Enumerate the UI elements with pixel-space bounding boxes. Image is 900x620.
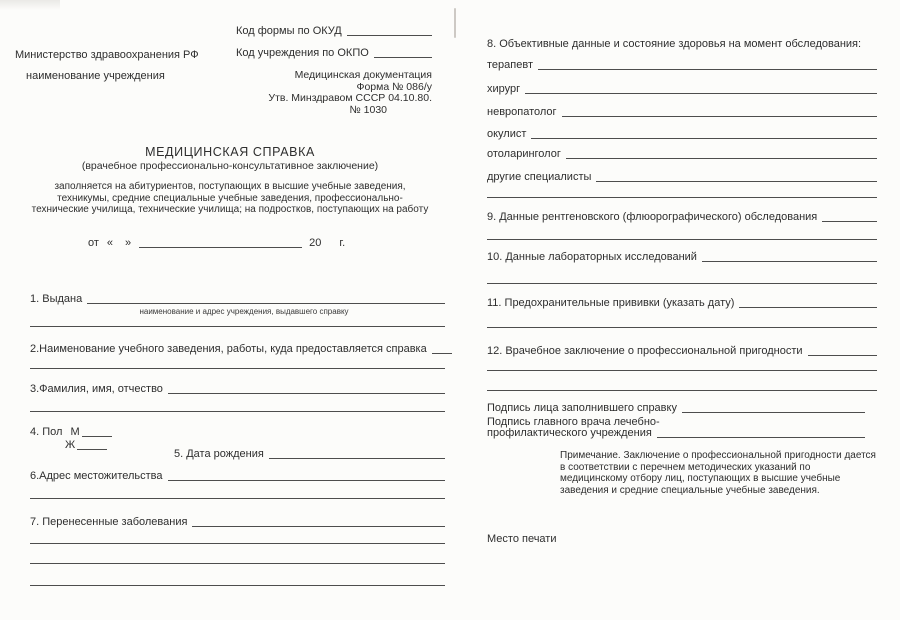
- form-page-right: [486, 30, 877, 615]
- blank-line: [30, 543, 445, 544]
- okpo-field: [236, 44, 432, 59]
- field-lab-data: [487, 248, 877, 263]
- signature-chief-label-line1: Подпись главного врача лечебно-: [487, 416, 660, 428]
- date-from-label: от: [88, 237, 99, 249]
- signature-chief-label-line2: профилактического учреждения: [487, 427, 652, 439]
- field-past-diseases-line: [192, 526, 445, 527]
- signature-chief: [487, 424, 865, 439]
- specialist-label: отоларинголог: [487, 148, 561, 160]
- doc-designation: [230, 70, 432, 116]
- field-medical-conclusion: [487, 342, 877, 357]
- field-xray-data-label: 9. Данные рентгеновского (флюорографического) обследования: [487, 211, 818, 223]
- blank-line: [30, 585, 445, 586]
- date-close-quote: »: [125, 237, 132, 249]
- date-century: 20: [309, 237, 322, 249]
- field-xray-data-line: [822, 221, 877, 222]
- blank-line: [487, 197, 877, 198]
- field-destination-line: [432, 353, 452, 354]
- field-objective-data-label: 8. Объективные данные и состояние здоровья на момент обследования:: [487, 38, 862, 50]
- field-address-label: 6.Адрес местожительства: [30, 470, 163, 482]
- field-birth-date-label: 5. Дата рождения: [174, 448, 264, 460]
- stamp-place-label: Место печати: [487, 533, 557, 545]
- field-destination-label: 2.Наименование учебного заведения, работы, куда предоставляется справка: [30, 343, 427, 355]
- form-title: МЕДИЦИНСКАЯ СПРАВКА: [145, 145, 315, 159]
- doc-designation-line: Медицинская документация: [294, 69, 432, 81]
- specialist-row-others: [487, 168, 877, 183]
- field-sex-female: [65, 436, 125, 451]
- specialist-row-neurologist: [487, 103, 877, 118]
- field-vaccinations: [487, 294, 877, 309]
- form-subtitle: (врачебное профессионально-консультативное заключение): [81, 160, 379, 172]
- field-full-name: [30, 380, 445, 395]
- specialist-blank-line: [566, 158, 877, 159]
- date-open-quote: «: [106, 237, 114, 249]
- field-vaccinations-label: 11. Предохранительные прививки (указать дату): [487, 297, 735, 309]
- field-xray-data: [487, 208, 877, 223]
- field-address: [30, 467, 445, 482]
- field-birth-date-line: [269, 458, 445, 459]
- okud-label: Код формы по ОКУД: [236, 25, 342, 37]
- signature-filler-line: [682, 412, 865, 413]
- field-past-diseases-label: 7. Перенесенные заболевания: [30, 516, 188, 528]
- page-fold-crease: [454, 8, 456, 38]
- blank-line: [487, 327, 877, 328]
- form-intro-text: заполняется на абитуриентов, поступающих в высшие учебные заведения, техникумы, средние специальные учебные заведения, профессионально-технические училища, технические училища; на подростков, поступающих на работу: [31, 181, 429, 215]
- field-medical-conclusion-label: 12. Врачебное заключение о профессиональной пригодности: [487, 345, 803, 357]
- specialist-row-therapist: [487, 56, 877, 71]
- field-issued-by-line: [87, 303, 445, 304]
- signature-filler-label: Подпись лица заполнившего справку: [487, 402, 677, 414]
- specialist-row-surgeon: [487, 80, 877, 95]
- blank-line: [487, 370, 877, 371]
- specialist-blank-line: [531, 138, 877, 139]
- specialist-label: терапевт: [487, 59, 533, 71]
- field-vaccinations-line: [739, 307, 877, 308]
- specialist-label: другие специалисты: [487, 171, 592, 183]
- issue-date-row: [88, 234, 358, 249]
- signature-chief-line: [657, 437, 865, 438]
- date-blank-line: [139, 247, 302, 248]
- okpo-blank-line: [374, 57, 432, 58]
- signature-filler: [487, 399, 865, 414]
- blank-line: [30, 326, 445, 327]
- field-issued-by-caption: наименование и адрес учреждения, выдавшего справку: [139, 307, 349, 316]
- blank-line: [487, 283, 877, 284]
- field-lab-data-label: 10. Данные лабораторных исследований: [487, 251, 697, 263]
- form-page-left: [14, 22, 446, 612]
- field-issued-by: [30, 290, 445, 305]
- specialist-label: невропатолог: [487, 106, 557, 118]
- okpo-label: Код учреждения по ОКПО: [236, 47, 369, 59]
- specialist-label: хирург: [487, 83, 521, 95]
- date-year-suffix: г.: [339, 237, 346, 249]
- specialist-blank-line: [525, 93, 877, 94]
- blank-line: [30, 411, 445, 412]
- blank-line: [30, 563, 445, 564]
- specialist-blank-line: [596, 181, 877, 182]
- ministry-name: Министерство здравоохранения РФ: [15, 49, 199, 61]
- field-address-line: [168, 480, 445, 481]
- field-issued-by-label: 1. Выдана: [30, 293, 83, 305]
- institution-caption: наименование учреждения: [26, 70, 165, 82]
- blank-line: [30, 498, 445, 499]
- note-text: Примечание. Заключение о профессиональной пригодности дается в соответствии с перечнем методических указаний по медицинскому отбору лиц, поступающих в высшие учебные заведения и средние специальные учебные заведения.: [560, 450, 876, 496]
- specialist-row-otolaryngologist: [487, 145, 877, 160]
- okud-field: [236, 22, 432, 37]
- field-sex-female-label: Ж: [65, 439, 76, 451]
- field-past-diseases: [30, 513, 445, 528]
- doc-designation-number: № 1030: [349, 103, 387, 116]
- field-medical-conclusion-line: [808, 355, 877, 356]
- field-sex-male-label: М: [70, 426, 80, 438]
- field-full-name-label: 3.Фамилия, имя, отчество: [30, 383, 163, 395]
- blank-line: [30, 368, 445, 369]
- field-full-name-line: [168, 393, 445, 394]
- field-destination: [30, 340, 445, 355]
- field-sex-label: 4. Пол: [30, 426, 63, 438]
- field-birth-date: [174, 445, 445, 460]
- blank-line: [487, 390, 877, 391]
- specialist-blank-line: [538, 69, 877, 70]
- field-lab-data-line: [702, 261, 877, 262]
- doc-designation-line: Утв. Минздравом СССР 04.10.80.: [268, 92, 432, 104]
- specialist-row-oculist: [487, 125, 877, 140]
- okud-blank-line: [347, 35, 432, 36]
- specialist-blank-line: [562, 116, 877, 117]
- field-sex-female-line: [77, 449, 107, 450]
- scan-edge-artifact: [0, 0, 60, 10]
- doc-designation-line: Форма № 086/у: [356, 80, 432, 93]
- blank-line: [487, 239, 877, 240]
- specialist-label: окулист: [487, 128, 527, 140]
